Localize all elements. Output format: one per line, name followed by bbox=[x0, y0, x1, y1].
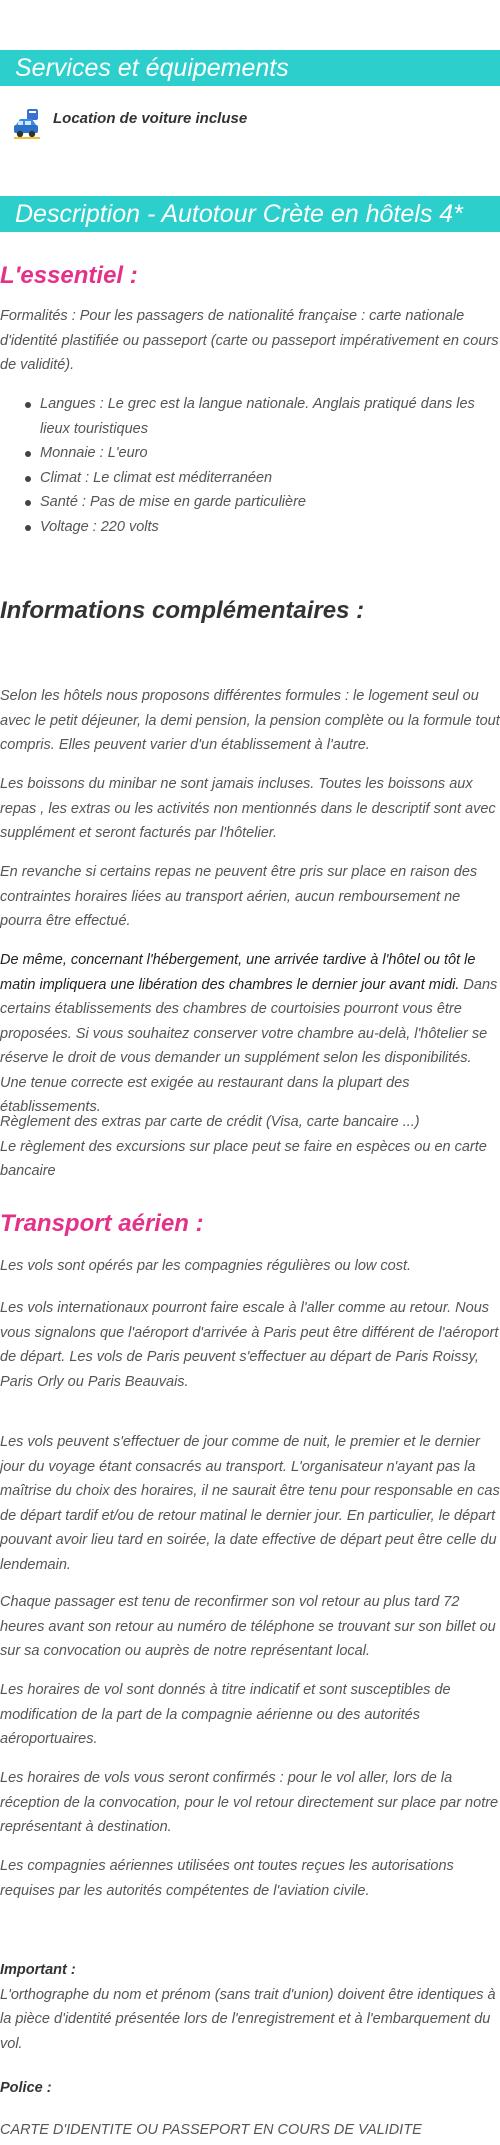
transport-paragraph: Les vols peuvent s'effectuer de jour comme de nuit, le premier et le dernier jour du voyage étant consacrés au transport. L'organisateur n'ayant pas la maîtrise du choix des horaires, il ne saurait être tenu pour responsable en cas de départ tardif et/ou de retour matinal le dernier jour. En particulier, le départ pouvant avoir lieu tard en soirée, la date effective de départ peut être celle du lendemain. bbox=[0, 1434, 500, 1573]
infos-paragraph: Les boissons du minibar ne sont jamais incluses. Toutes les boissons aux repas , les extras ou les activités non mentionnés dans le descriptif sont avec supplément et seront facturés par l'hôtelier. bbox=[0, 776, 496, 841]
police-text: CARTE D'IDENTITE OU PASSEPORT EN COURS DE VALIDITE bbox=[0, 2122, 422, 2138]
list-item: Monnaie : L'euro bbox=[40, 441, 500, 466]
transport-paragraph: Les vols sont opérés par les compagnies régulières ou low cost. bbox=[0, 1258, 412, 1274]
formalites-text: Formalités : Pour les passagers de nationalité française : carte nationale d'identité plastifiée ou passeport (carte ou passeport impérativement en cours de validité). bbox=[0, 308, 499, 373]
important-text: L'orthographe du nom et prénom (sans trait d'union) doivent être identiques à la pièce d'identité présentée lors de l'enregistrement et à l'embarquement du vol. bbox=[0, 1986, 496, 2052]
services-header bbox=[0, 50, 500, 86]
dress-code-text: Une tenue correcte est exigée au restaurant dans la plupart des établissements. bbox=[0, 1074, 410, 1115]
excursions-payment-text: Le règlement des excursions sur place peut se faire en espèces ou en carte bancaire bbox=[0, 1138, 487, 1179]
police-label bbox=[0, 2076, 500, 2101]
services-title: Services et équipements bbox=[15, 54, 289, 82]
transport-paragraph: Les vols internationaux pourront faire escale à l'aller comme au retour. Nous vous signalons que l'aéroport d'arrivée à Paris peut être différent de l'aéroport de départ. Les vols de Paris peuvent s'effectuer au départ de Paris Roissy, Paris Orly ou Paris Beauvais. bbox=[0, 1300, 499, 1390]
transport-heading: Transport aérien : bbox=[0, 1210, 204, 1237]
list-item: Langues : Le grec est la langue nationale. Anglais pratiqué dans les lieux touristiques bbox=[40, 392, 500, 441]
important-label: Important : bbox=[0, 1962, 76, 1978]
description-header bbox=[0, 196, 500, 232]
description-title: Description - Autotour Crète en hôtels 4* bbox=[15, 200, 463, 228]
infos-paragraph: Selon les hôtels nous proposons différentes formules : le logement seul ou avec le petit déjeuner, la demi pension, la pension complète ou la formule tout compris. Elles peuvent varier d'un établissement à l'autre. bbox=[0, 688, 500, 753]
payment-paragraph bbox=[0, 1110, 500, 1184]
transport-paragraph: Les horaires de vol sont donnés à titre indicatif et sont susceptibles de modification de la part de la compagnie aérienne ou des autorités aéroportuaires. bbox=[0, 1682, 451, 1747]
transport-paragraph: Les compagnies aériennes utilisées ont toutes reçues les autorisations requises par les autorités compétentes de l'aviation civile. bbox=[0, 1858, 454, 1899]
list-item: Climat : Le climat est méditerranéen bbox=[40, 466, 500, 491]
police-label-text: Police : bbox=[0, 2080, 52, 2096]
list-item: Santé : Pas de mise en garde particulière bbox=[40, 490, 500, 515]
car-rental-icon bbox=[12, 108, 42, 140]
essentiel-heading: L'essentiel : bbox=[0, 262, 138, 289]
extras-payment-text: Règlement des extras par carte de crédit (Visa, carte bancaire ...) bbox=[0, 1114, 420, 1130]
list-item: Voltage : 220 volts bbox=[40, 515, 500, 540]
essentiel-list bbox=[0, 392, 500, 539]
infos-heading: Informations complémentaires : bbox=[0, 597, 365, 624]
transport-paragraph: Les horaires de vols vous seront confirmés : pour le vol aller, lors de la réception de la convocation, pour le vol retour directement sur place par notre représentant à destination. bbox=[0, 1770, 499, 1835]
transport-paragraph: Chaque passager est tenu de reconfirmer son vol retour au plus tard 72 heures avant son retour au numéro de téléphone se trouvant sur son billet ou sur sa convocation ou auprès de notre représentant local. bbox=[0, 1594, 496, 1659]
important-section bbox=[0, 1958, 500, 2056]
courtesy-rooms-text: Dans certains établissements des chambres de courtoisies pourront vous être proposées. Si vous souhaitez conserver votre chambre au-delà, l'hôtelier se réserve le droit de vous demander un supplément selon les disponibilités. bbox=[0, 976, 498, 1066]
infos-paragraph-accommodation bbox=[0, 948, 500, 1120]
car-rental-item bbox=[12, 108, 492, 140]
infos-paragraph: En revanche si certains repas ne peuvent être pris sur place en raison des contraintes horaires liées au transport aérien, aucun remboursement ne pourra être effectué. bbox=[0, 864, 478, 929]
car-rental-label: Location de voiture incluse bbox=[53, 110, 248, 127]
accommodation-notice: De même, concernant l'hébergement, une arrivée tardive à l'hôtel ou tôt le matin impliquera une libération des chambres le dernier jour avant midi. bbox=[0, 952, 476, 993]
